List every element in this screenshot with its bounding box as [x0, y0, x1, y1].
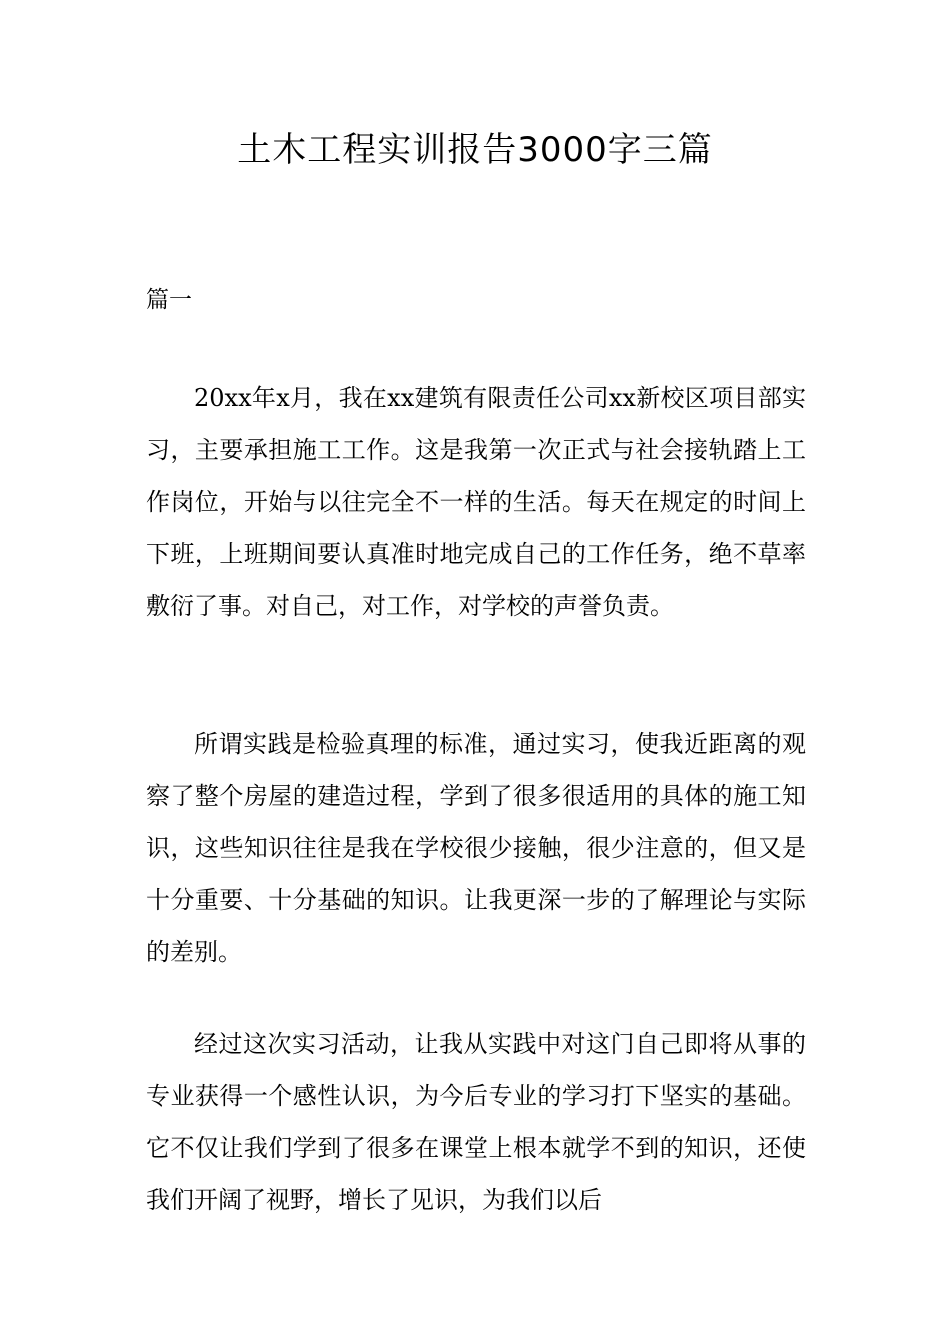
paragraph-2: 所谓实践是检验真理的标准，通过实习，使我近距离的观察了整个房屋的建造过程，学到了很多很适用的具体的施工知识，这些知识往往是我在学校很少接触，很少注意的，但又是十分重要、十分基础的知识。让我更深一步的了解理论与实际的差别。	[146, 730, 806, 966]
paragraph-1: 20xx年x月，我在xx建筑有限责任公司xx新校区项目部实习，主要承担施工工作。这是我第一次正式与社会接轨踏上工作岗位，开始与以往完全不一样的生活。每天在规定的时间上下班，上班期间要认真准时地完成自己的工作任务，绝不草率敷衍了事。对自己，对工作，对学校的声誉负责。	[146, 384, 806, 620]
paragraph-3: 经过这次实习活动，让我从实践中对这门自己即将从事的专业获得一个感性认识，为今后专业的学习打下坚实的基础。它不仅让我们学到了很多在课堂上根本就学不到的知识，还使我们开阔了视野，增长了见识，为我们以后	[146, 1030, 806, 1214]
section-heading: 篇一	[146, 287, 192, 313]
document-title: 土木工程实训报告3000字三篇	[237, 130, 713, 170]
